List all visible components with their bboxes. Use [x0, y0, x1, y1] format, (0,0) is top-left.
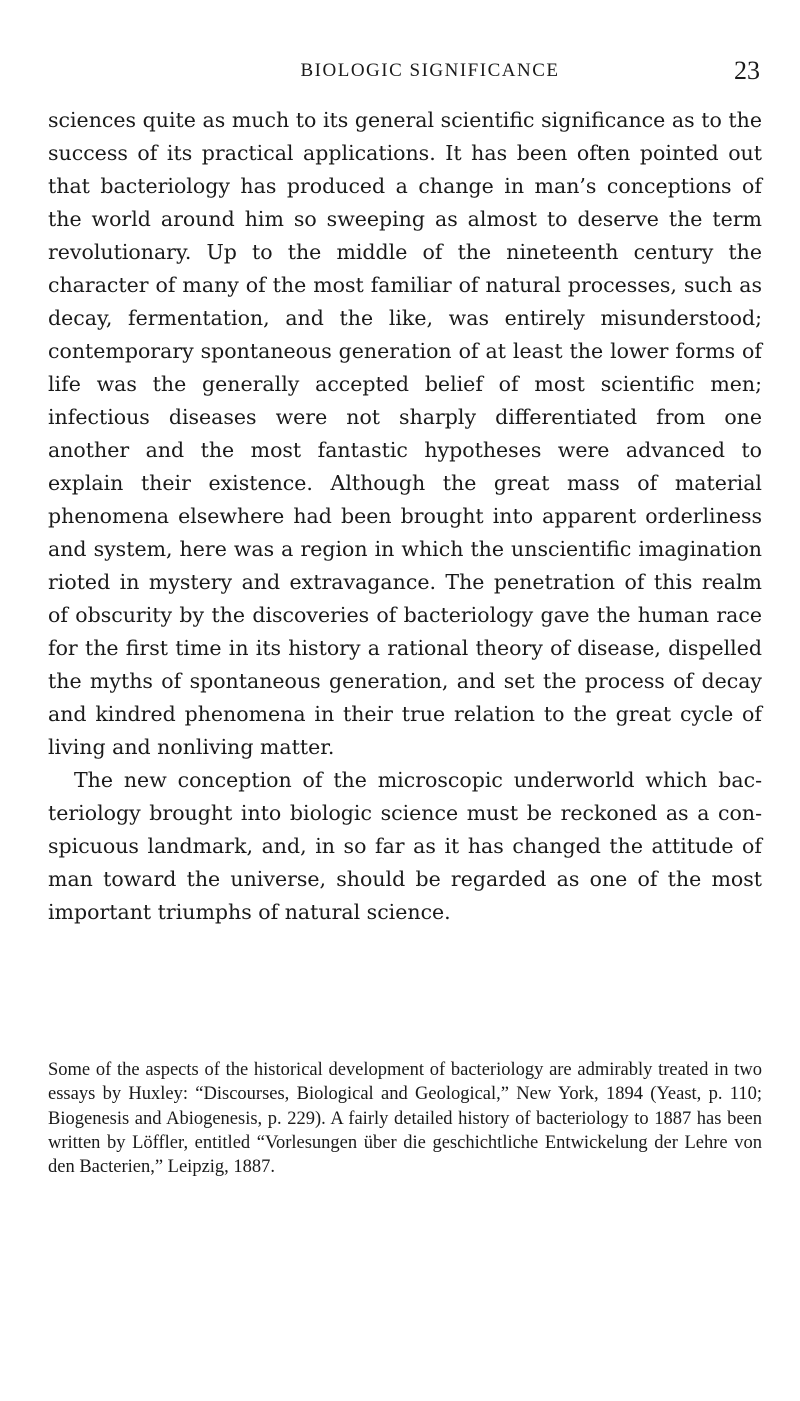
body-text: [48, 104, 762, 929]
paragraph-2: The new conception of the microscopic underworld which bacteriology brought into biologic science must be reckoned as a conspicuous landmark, and, in so far as it has changed the attitude of man toward the universe, should be regarded as one of the most important triumphs of natural science.: [48, 768, 762, 924]
running-head: BIOLOGIC SIGNIFICANCE: [300, 60, 560, 81]
page-number: 23: [734, 56, 760, 85]
footnote: Some of the aspects of the historical development of bacteriology are admirably treated in two essays by Huxley: “Discourses, Biological and Geological,” New York, 1894 (Yeast, p. 110; Biogenesis and Abiogenesis, p. 229). A fairly detailed history of bacteriology to 1887 has been written by Löffler, entitled “Vorlesungen über die geschichtliche Entwickelung der Lehre von den Bacterien,” Leipzig, 1887.: [48, 1060, 762, 1178]
paragraph-1: sciences quite as much to its general scientific significance as to the success of its practical applications. It has been often pointed out that bacteriology has produced a change in man’s conceptions of the world around him so sweeping as almost to deserve the term revolutionary. Up to the middle of the nineteenth century the character of many of the most familiar of natural processes, such as decay, fermentation, and the like, was entirely misunderstood; contemporary spontaneous generation of at least the lower forms of life was the generally accepted belief of most scientific men; infectious diseases were not sharply differentiated from one another and the most fantastic hypotheses were advanced to explain their existence. Although the great mass of material phenomena elsewhere had been brought into apparent orderliness and system, here was a region in which the unscientific imagination rioted in mystery and extravagance. The penetration of this realm of obscurity by the discoveries of bacteriology gave the human race for the first time in its history a rational theory of disease, dispelled the myths of spontaneous generation, and set the process of decay and kindred phenomena in their true relation to the great cycle of living and nonliving matter.: [48, 108, 762, 759]
